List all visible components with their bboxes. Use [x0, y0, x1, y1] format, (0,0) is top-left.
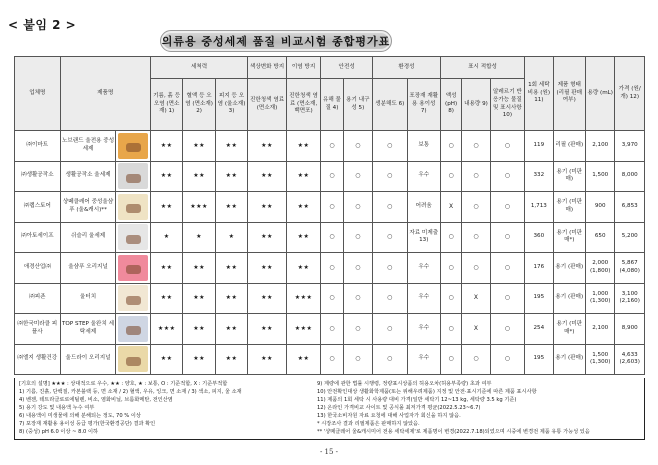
- recycle-result: 어려움: [407, 192, 440, 223]
- rating-cleaning-oil: ★★: [150, 344, 182, 375]
- rating-cleaning-oil: ★★: [150, 253, 182, 284]
- product-image-cell: [116, 161, 150, 192]
- cost-per-wash: 360: [525, 222, 553, 253]
- rating-cleaning-blood: ★★: [183, 283, 215, 314]
- allergy-result: ○: [490, 314, 525, 345]
- container-result: ○: [343, 253, 372, 284]
- volume-value: 2,100: [586, 131, 615, 162]
- hazard-result: ○: [321, 314, 343, 345]
- allergy-result: ○: [490, 161, 525, 192]
- ph-result: ○: [440, 283, 461, 314]
- document-title: 의류용 중성세제 품질 비교시험 종합평가표: [160, 30, 392, 52]
- cost-per-wash: 195: [525, 283, 553, 314]
- rating-cleaning-blood: ★★: [183, 161, 215, 192]
- price-value: 8,900: [615, 314, 645, 345]
- hazard-result: ○: [321, 283, 343, 314]
- ph-result: ○: [440, 161, 461, 192]
- product-name-cell: 샹떼클레어 중성울샴푸 (울&캐시)**: [60, 192, 116, 223]
- col-cost-per-wash: 1회 세탁 비용 (원) 11): [525, 57, 553, 131]
- table-row: [15, 131, 645, 162]
- product-name-cell: 울터치: [60, 283, 116, 314]
- footnotes-left: [15, 378, 313, 439]
- note-line: 7) 포장재 재활용 용이성 등급 평가(한국환경공단) 결과 확인: [19, 421, 156, 428]
- cost-per-wash: 332: [525, 161, 553, 192]
- product-image: [118, 316, 148, 342]
- company-cell: ㈜한국미라클 피플사: [15, 314, 61, 345]
- rating-transfer: ★★: [286, 344, 320, 375]
- table-row: [15, 283, 645, 314]
- container-result: ○: [343, 283, 372, 314]
- rating-color-change: ★★: [248, 192, 287, 223]
- rating-cleaning-blood: ★: [183, 222, 215, 253]
- group-cleaning: 세척력: [150, 57, 247, 79]
- rating-transfer: ★★★: [286, 314, 320, 345]
- rating-cleaning-sebum: ★★: [215, 344, 247, 375]
- product-name-cell: 울샴푸 오리지널: [60, 253, 116, 284]
- rating-cleaning-oil: ★: [150, 222, 182, 253]
- rating-cleaning-blood: ★★: [183, 314, 215, 345]
- col-transfer: 진한청색 염료 (면소재, 백면포): [286, 79, 320, 131]
- biodeg-result: ○: [373, 314, 407, 345]
- hazard-result: ○: [321, 222, 343, 253]
- recycle-result: 우수: [407, 253, 440, 284]
- product-form: 용기 (판매): [553, 283, 585, 314]
- product-image-cell: [116, 222, 150, 253]
- col-cleaning-blood: 혈액 등 오염 (면소재) 2): [183, 79, 215, 131]
- product-form: 용기 (미판매*): [553, 314, 585, 345]
- allergy-result: ○: [490, 192, 525, 223]
- product-form: 리필 (판매): [553, 131, 585, 162]
- biodeg-result: ○: [373, 131, 407, 162]
- rating-cleaning-oil: ★★: [150, 161, 182, 192]
- recycle-result: 우수: [407, 314, 440, 345]
- note-line: 8) (중성) pH 6.0 이상 ~ 8.0 이하: [19, 429, 99, 436]
- rating-cleaning-sebum: ★★: [215, 161, 247, 192]
- product-image: [118, 224, 148, 250]
- price-value: 3,970: [615, 131, 645, 162]
- group-labeling: 표시 적합성: [440, 57, 524, 79]
- rating-cleaning-blood: ★★: [183, 344, 215, 375]
- hazard-result: ○: [321, 253, 343, 284]
- ph-result: ○: [440, 253, 461, 284]
- biodeg-result: ○: [373, 161, 407, 192]
- allergy-result: ○: [490, 253, 525, 284]
- col-product: 제품명: [60, 57, 150, 131]
- product-form: 용기 (판매): [553, 253, 585, 284]
- volume-value: 1,000 (1,300): [586, 283, 615, 314]
- product-image-cell: [116, 314, 150, 345]
- hazard-result: ○: [321, 131, 343, 162]
- col-price: 가격 (원/개) 12): [615, 57, 645, 131]
- col-content: 내용량 9): [462, 79, 490, 131]
- product-form: 용기 (미판매*): [553, 222, 585, 253]
- rating-cleaning-oil: ★★: [150, 283, 182, 314]
- group-color-change: 색상변화 방지: [248, 57, 287, 79]
- product-image-cell: [116, 192, 150, 223]
- rating-transfer: ★★: [286, 161, 320, 192]
- product-image: [118, 133, 148, 159]
- ph-result: X: [440, 192, 461, 223]
- col-volume: 용량 (mL): [586, 57, 615, 131]
- product-image: [118, 194, 148, 220]
- rating-cleaning-oil: ★★: [150, 131, 182, 162]
- rating-color-change: ★★: [248, 131, 287, 162]
- table-row: [15, 344, 645, 375]
- rating-color-change: ★★: [248, 161, 287, 192]
- biodeg-result: ○: [373, 253, 407, 284]
- rating-color-change: ★★: [248, 222, 287, 253]
- price-value: 3,100 (2,160): [615, 283, 645, 314]
- price-value: 4,633 (2,603): [615, 344, 645, 375]
- product-name-cell: TOP STEP 울완치 세탁세제: [60, 314, 116, 345]
- rating-cleaning-blood: ★★: [183, 131, 215, 162]
- cost-per-wash: 254: [525, 314, 553, 345]
- container-result: ○: [343, 344, 372, 375]
- cost-per-wash: 195: [525, 344, 553, 375]
- table-row: [15, 192, 645, 223]
- col-company: 업체명: [15, 57, 61, 131]
- volume-value: 2,000 (1,800): [586, 253, 615, 284]
- recycle-result: 보통: [407, 131, 440, 162]
- volume-value: 1,500 (1,300): [586, 344, 615, 375]
- col-biodegradability: 생분해도 6): [373, 79, 407, 131]
- content-result: ○: [462, 161, 490, 192]
- note-line: 11) 제품의 1회 세탁 시 사용량 대비 가격(일반 세탁기 12~13 kg, 세탁량 3.5 kg 기준): [317, 397, 517, 404]
- cost-per-wash: 119: [525, 131, 553, 162]
- container-result: ○: [343, 131, 372, 162]
- rating-cleaning-oil: ★★★: [150, 314, 182, 345]
- content-result: ○: [462, 344, 490, 375]
- group-transfer: 이염 방지: [286, 57, 320, 79]
- product-image: [118, 346, 148, 372]
- volume-value: 650: [586, 222, 615, 253]
- recycle-result: 우수: [407, 344, 440, 375]
- footnotes: [14, 378, 645, 440]
- ph-result: ○: [440, 344, 461, 375]
- rating-cleaning-sebum: ★★: [215, 131, 247, 162]
- biodeg-result: ○: [373, 283, 407, 314]
- hazard-result: ○: [321, 344, 343, 375]
- rating-cleaning-blood: ★★★: [183, 192, 215, 223]
- rating-cleaning-sebum: ★★: [215, 314, 247, 345]
- volume-value: 1,500: [586, 161, 615, 192]
- product-image-cell: [116, 283, 150, 314]
- rating-transfer: ★★: [286, 131, 320, 162]
- recycle-result: 우수: [407, 283, 440, 314]
- rating-cleaning-blood: ★★: [183, 253, 215, 284]
- recycle-result: 자료 미제출13): [407, 222, 440, 253]
- price-value: 8,000: [615, 161, 645, 192]
- product-image-cell: [116, 344, 150, 375]
- note-line: ** '샹떼클레어 울&캐시미어 전용 세탁세제'로 제품명이 변경(2022.7.18)되었으며 시중에 변경전 제품 유통 가능성 있음: [317, 429, 590, 436]
- footnotes-right: [313, 378, 644, 439]
- col-cleaning-oil: 기름, 흙 등 오염 (면소재) 1): [150, 79, 182, 131]
- note-line: 5) 용기 강도 및 내용액 누수 여부: [19, 405, 95, 412]
- content-result: ○: [462, 222, 490, 253]
- rating-cleaning-sebum: ★★: [215, 253, 247, 284]
- rating-transfer: ★★: [286, 253, 320, 284]
- container-result: ○: [343, 222, 372, 253]
- col-container: 용기 내구성 5): [343, 79, 372, 131]
- table-row: [15, 253, 645, 284]
- company-cell: 애경산업㈜: [15, 253, 61, 284]
- product-form: 용기 (판매): [553, 344, 585, 375]
- product-image-cell: [116, 253, 150, 284]
- attachment-label: < 붙임 2 >: [8, 18, 77, 32]
- biodeg-result: ○: [373, 344, 407, 375]
- volume-value: 900: [586, 192, 615, 223]
- hazard-result: ○: [321, 192, 343, 223]
- table-row: [15, 161, 645, 192]
- col-recyclability: 포장재 재활용 용이성 7): [407, 79, 440, 131]
- rating-color-change: ★★: [248, 253, 287, 284]
- product-name-cell: 쉬슬리 울세제: [60, 222, 116, 253]
- product-name-cell: 노브랜드 울전용 중성세제: [60, 131, 116, 162]
- note-line: 4) 벤젠, 테트라클로로에틸렌, 비소, 염화비닐, 브롬화메탄, 전인산염: [19, 397, 173, 404]
- note-line: 9) 계량에 관한 법률 시행령, 정량표시상품의 허용오차(허용부족량) 초과 여부: [317, 381, 492, 387]
- note-line: 6) 내용액이 미생물에 의해 분해되는 정도, 70 % 이상: [19, 413, 141, 420]
- allergy-result: ○: [490, 283, 525, 314]
- cost-per-wash: 1,713: [525, 192, 553, 223]
- table-row: [15, 222, 645, 253]
- product-name-cell: 생활공작소 울세제: [60, 161, 116, 192]
- ph-result: ○: [440, 131, 461, 162]
- product-form: 용기 (미판매): [553, 192, 585, 223]
- company-cell: ㈜랩스토어: [15, 192, 61, 223]
- col-ph: 액성 (pH) 8): [440, 79, 461, 131]
- price-value: 5,867 (4,080): [615, 253, 645, 284]
- rating-cleaning-sebum: ★: [215, 222, 247, 253]
- note-line: 1) 기름, 진흙, 단백질, 카본블랙 등, 면 소재 / 2) 혈액, 우유, 잉크, 면 소재 / 3) 색소, 피지, 울 소재: [19, 389, 242, 396]
- col-product-form: 제품 형태 (리필 판매 여부): [553, 57, 585, 131]
- rating-color-change: ★★: [248, 314, 287, 345]
- content-result: X: [462, 283, 490, 314]
- cost-per-wash: 176: [525, 253, 553, 284]
- note-line: 10) 안전확인대상 생활화학제품(또는 위해우려제품) 지정 및 안전·표시기준에 따른 제품 표시사항: [317, 389, 537, 396]
- price-value: 6,853: [615, 192, 645, 223]
- rating-cleaning-sebum: ★★: [215, 192, 247, 223]
- note-line: [기호의 설명] ★★★ : 상대적으로 우수, ★★ : 양호, ★ : 보통, O : 기준적합, X : 기준부적합: [19, 381, 228, 387]
- company-cell: ㈜이마트: [15, 131, 61, 162]
- group-environment: 환경성: [373, 57, 441, 79]
- product-name-cell: 울드라이 오리지널: [60, 344, 116, 375]
- col-hazard: 유해 물질 4): [321, 79, 343, 131]
- rating-transfer: ★★★: [286, 283, 320, 314]
- container-result: ○: [343, 192, 372, 223]
- rating-transfer: ★★: [286, 222, 320, 253]
- content-result: ○: [462, 192, 490, 223]
- group-safety: 안전성: [321, 57, 373, 79]
- volume-value: 2,100: [586, 314, 615, 345]
- hazard-result: ○: [321, 161, 343, 192]
- product-image: [118, 285, 148, 311]
- rating-transfer: ★★: [286, 192, 320, 223]
- content-result: ○: [462, 131, 490, 162]
- biodeg-result: ○: [373, 222, 407, 253]
- rating-color-change: ★★: [248, 344, 287, 375]
- table-row: [15, 314, 645, 345]
- company-cell: ㈜아토세이프: [15, 222, 61, 253]
- content-result: X: [462, 314, 490, 345]
- evaluation-table: [14, 56, 645, 375]
- allergy-result: ○: [490, 131, 525, 162]
- col-allergy: 알레르기 반응가능 물질 및 표시사항 10): [490, 79, 525, 131]
- note-line: * 시장조사 결과 리필제품은 판매하지 않았음.: [317, 421, 420, 428]
- ph-result: ○: [440, 314, 461, 345]
- allergy-result: ○: [490, 344, 525, 375]
- recycle-result: 우수: [407, 161, 440, 192]
- allergy-result: ○: [490, 222, 525, 253]
- product-image: [118, 163, 148, 189]
- rating-cleaning-sebum: ★★: [215, 283, 247, 314]
- company-cell: ㈜피죤: [15, 283, 61, 314]
- ph-result: ○: [440, 222, 461, 253]
- content-result: ○: [462, 253, 490, 284]
- company-cell: ㈜엘지 생활건강: [15, 344, 61, 375]
- note-line: 12) 온라인 가격비교 사이트 및 공식몰 최저가격 평균(2022.5.23~6.7): [317, 405, 481, 412]
- container-result: ○: [343, 314, 372, 345]
- col-color-change: 진한청색 염료 (면소재): [248, 79, 287, 131]
- container-result: ○: [343, 161, 372, 192]
- rating-color-change: ★★: [248, 283, 287, 314]
- product-form: 용기 (미판매): [553, 161, 585, 192]
- product-image-cell: [116, 131, 150, 162]
- price-value: 5,200: [615, 222, 645, 253]
- page-number: - 15 -: [319, 448, 339, 456]
- col-cleaning-sebum: 피지 등 오염 (울소재) 3): [215, 79, 247, 131]
- company-cell: ㈜생활공작소: [15, 161, 61, 192]
- product-image: [118, 255, 148, 281]
- rating-cleaning-oil: ★★: [150, 192, 182, 223]
- note-line: 13) 한국소비자원 자료 요청에 대해 사업자가 회신을 하지 않음.: [317, 413, 461, 420]
- biodeg-result: ○: [373, 192, 407, 223]
